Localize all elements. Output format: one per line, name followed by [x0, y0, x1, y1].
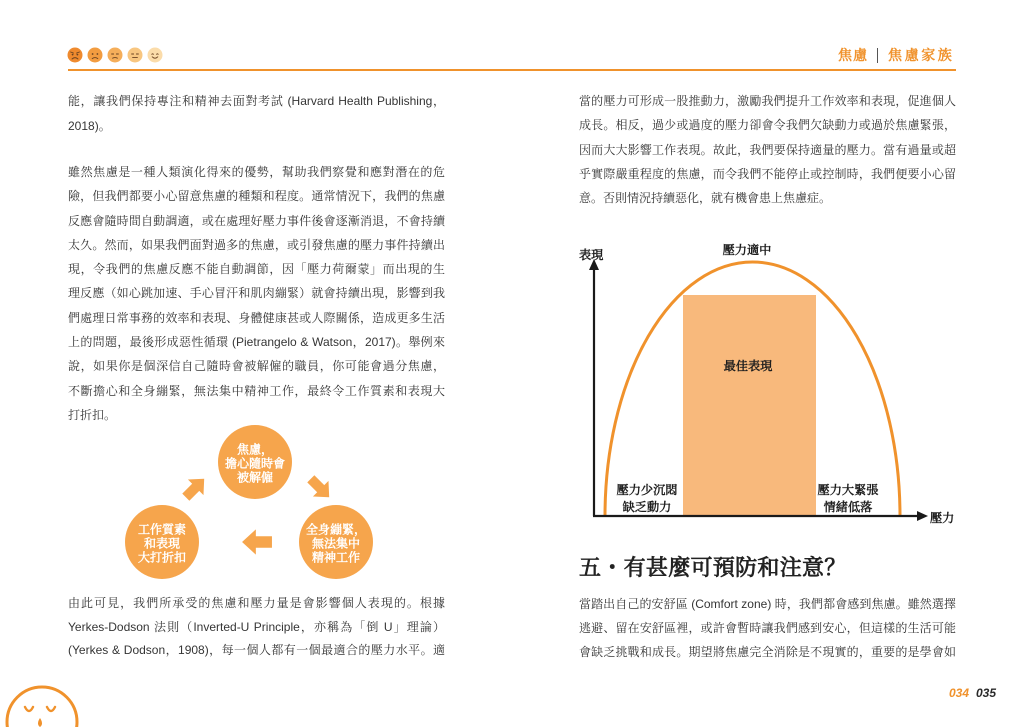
text-line: 逃避、留在安舒區裡，或許會暫時讓我們感到安心，但這樣的生活可能	[579, 621, 956, 635]
text-line: 能，讓我們保持專注和精神去面對考試 (Harvard Health Publishing，	[68, 94, 445, 108]
text-line: 們處理日常事務的效率和表現、身體健康甚或人際關係，造成更多生活	[68, 310, 445, 325]
text-line: (Yerkes & Dodson，1908)，每一個人都有一個最適合的壓力水平。適	[68, 643, 445, 658]
worried-face-icon	[107, 47, 123, 63]
sad-face-icon	[87, 47, 103, 63]
text-line: 成長。相反，過少或過度的壓力卻會令我們欠缺動力或過於焦慮緊張，	[579, 118, 956, 133]
section-title: 焦慮	[838, 47, 868, 63]
optimal-zone-bar	[683, 295, 816, 516]
text-line: 因而大大影響工作表現。故此，我們要保持適量的壓力。當有過量或超	[579, 142, 956, 157]
section-heading: 五・有甚麼可預防和注意？	[579, 555, 847, 580]
cycle-node-text: 工作質素	[137, 522, 187, 537]
cycle-node-text: 擔心隨時會	[224, 456, 286, 471]
right-paragraph-1	[579, 89, 956, 210]
x-axis-arrowhead	[917, 511, 928, 521]
low-stress-label: 缺乏動力	[622, 500, 672, 514]
cycle-node-text: 大打折扣	[137, 550, 187, 565]
right-paragraph-2	[579, 592, 956, 664]
high-stress-label: 情緒低落	[823, 500, 873, 514]
header-separator	[877, 48, 878, 63]
optimal-label: 最佳表現	[723, 359, 773, 373]
arrow-left-icon	[242, 529, 272, 554]
cycle-node-text: 焦慮，	[236, 442, 274, 457]
text-line: 當踏出自己的安舒區 (Comfort zone) 時，我們都會感到焦慮。雖然選擇	[579, 597, 956, 611]
text-line: 太久。然而，如果我們面對過多的焦慮，或引發焦慮的壓力事件持續出	[68, 237, 445, 252]
page-number-left: 034	[949, 686, 970, 700]
arrow-up-right-icon	[178, 471, 212, 505]
text-line: 理反應（如心跳加速、手心冒汗和肌肉繃緊）就會持續出現，影響到我	[68, 286, 445, 301]
text-line: Yerkes-Dodson 法則（Inverted-U Principle，亦稱為「倒 U」理論）	[68, 619, 445, 634]
chapter-title: 焦慮家族	[888, 47, 955, 63]
text-line: 由此可見，我們所承受的焦慮和壓力量是會影響個人表現的。根據	[68, 596, 445, 610]
cycle-node-tension	[299, 505, 373, 579]
peak-label: 壓力適中	[722, 243, 772, 257]
text-line: 說，如果你是個深信自己隨時會被解僱的職員，你可能會過分焦慮，	[68, 359, 445, 374]
smiling-face-icon	[147, 47, 163, 63]
cycle-node-text: 無法集中	[311, 536, 361, 551]
left-paragraph-3	[68, 592, 445, 663]
sad-face-with-tear-icon	[0, 680, 90, 727]
cycle-node-text: 被解僱	[236, 470, 274, 485]
text-line: 不斷擔心和全身繃緊，無法集中精神工作，最終令工作質素和表現大	[68, 383, 445, 398]
text-line: 會缺乏挑戰和成長。期望將焦慮完全消除是不現實的，重要的是學會如	[579, 645, 956, 659]
cycle-node-performance	[125, 505, 199, 579]
left-paragraph-1	[68, 89, 445, 138]
x-axis-label: 壓力	[930, 511, 955, 525]
text-line: 打折扣。	[68, 407, 117, 422]
text-line: 反應會隨時間自動調適，或在處理好壓力事件後會逐漸消退，不會持續	[68, 213, 445, 228]
cycle-node-text: 精神工作	[311, 550, 361, 565]
text-line: 當的壓力可形成一股推動力，激勵我們提升工作效率和表現，促進個人	[579, 94, 956, 108]
crying-face-icon	[67, 47, 83, 63]
text-line: 險，但我們都要小心留意焦慮的種類和程度。通常情況下，我們的焦慮	[68, 189, 445, 204]
text-line: 現，令我們的焦慮反應不能自動調節，因「壓力荷爾蒙」而出現的生	[68, 262, 445, 277]
cycle-node-text: 和表現	[143, 536, 181, 551]
text-line: 意。否則情況持續惡化，就有機會患上焦慮症。	[579, 191, 832, 206]
left-paragraph-2	[68, 160, 445, 427]
text-line: 上的問題，最後形成惡性循環 (Pietrangelo & Watson，2017)。舉例來	[68, 335, 445, 350]
neutral-face-icon	[127, 47, 143, 63]
cycle-node-text: 全身繃緊，	[305, 522, 367, 537]
text-line: 乎實際嚴重程度的焦慮，而令我們不能停止或控制時，我們便要小心留	[579, 166, 956, 181]
page-number-right: 035	[976, 686, 997, 700]
y-axis-label: 表現	[579, 248, 604, 262]
text-line: 2018)。	[68, 118, 111, 133]
cycle-node-anxiety	[218, 425, 292, 499]
high-stress-label: 壓力大緊張	[817, 483, 879, 497]
text-line: 雖然焦慮是一種人類演化得來的優勢，幫助我們察覺和應對潛在的危	[68, 165, 445, 179]
low-stress-label: 壓力少沉悶	[616, 483, 678, 497]
arrow-down-right-icon	[303, 471, 337, 505]
header-rule	[68, 69, 956, 71]
anxiety-cycle-diagram	[110, 415, 390, 595]
